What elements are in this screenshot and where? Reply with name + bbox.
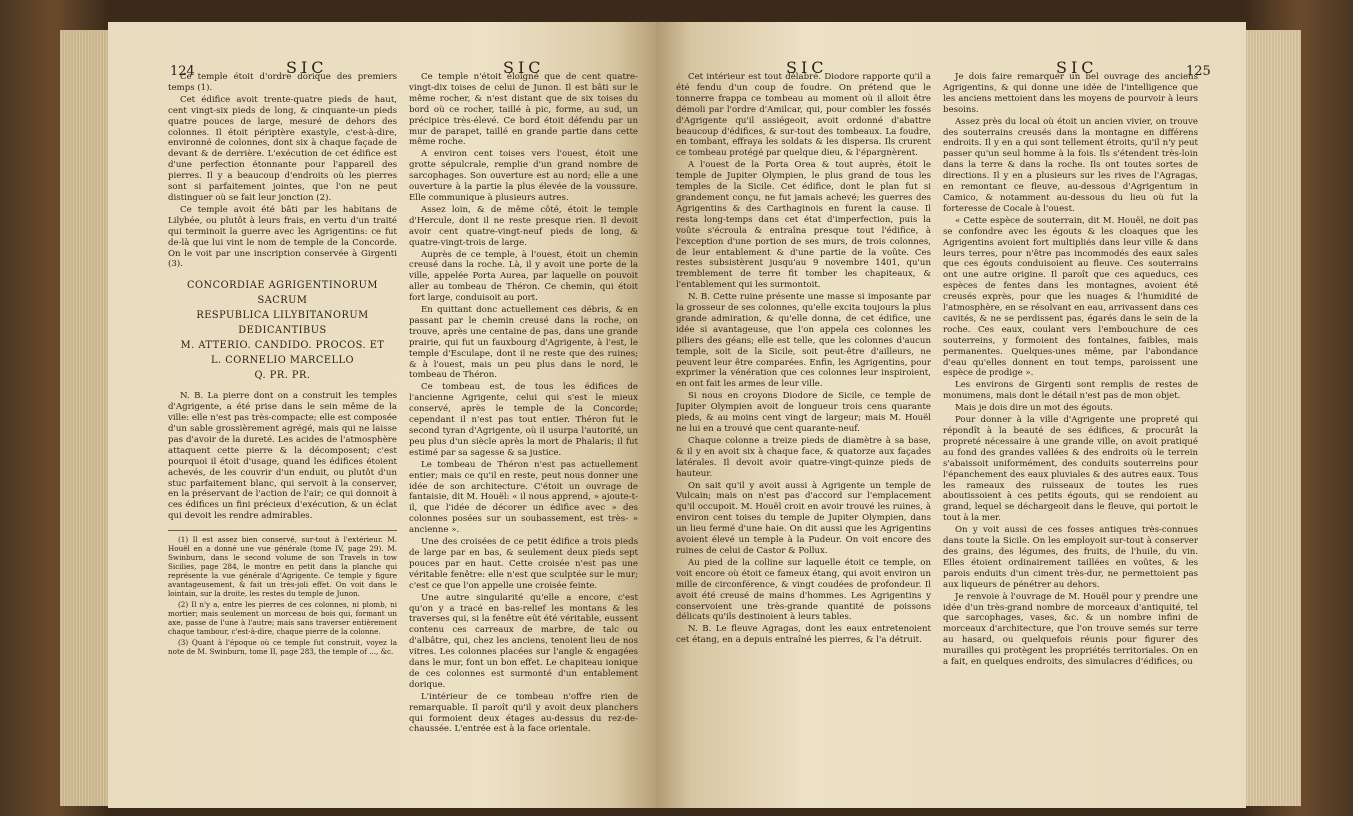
page-number-right: 125 <box>1186 64 1211 79</box>
inscription-line: DEDICANTIBUS <box>238 325 327 337</box>
left-column-2 <box>409 72 638 792</box>
inscription-line: RESPUBLICA LILYBITANORUM <box>196 310 369 322</box>
paragraph: Chaque colonne a treize pieds de diamètre à sa base, & il y en avoit six à chaque face, & quatorze aux façades latérales. Il devoit avoir quatre-vingt-quinze pieds de hauteur. <box>676 435 931 479</box>
running-head-right-2: SIC <box>1056 58 1098 77</box>
paragraph: Assez près du local où étoit un ancien vivier, on trouve des souterrains creusés dans la montagne en différens endroits. Il y en a qui sont tellement étroits, qu'il n'y peut passer qu'un seul homme à la fois. Ils s'étendent très-loin dans la terre & dans la roche. Ils ont toutes sortes de directions. Il y en a plusieurs sur les rives de l'Agragas, en remontant ce fleuve, au-dessous d'Agrigentum in Camico, & notamment au-dessous du lieu où fut la forteresse de Cocale à l'ouest. <box>943 116 1198 214</box>
paragraph: En quittant donc actuellement ces débris, & en passant par le chemin creusé dans la roche, on trouve, après une centaine de pas, dans une grande prairie, qui fut un fauxbourg d'Agrigente, à l'est, le temple d'Esculape, dont il ne reste que des ruines; & à l'ouest, mais un peu plus dans le nord, le tombeau de Théron. <box>409 305 638 381</box>
footnote: (1) Il est assez bien conservé, sur-tout à l'extérieur. M. Houël en a donné une vue générale (tome IV, page 29). M. Swinburn, dans le second volume de son Travels in tow Sicilies, page 284, le montre en petit dans la planche qui représente la vue générale d'Agrigente. Ce temple y figure avantageusement, & fait un très-joli effet. On voit dans le lointain, sur la droite, les restes du temple de Junon. <box>168 535 397 599</box>
paragraph: Si nous en croyons Diodore de Sicile, ce temple de Jupiter Olympien avoit de longueur trois cens quarante pieds, & au moins cent vingt de largeur; mais M. Houël ne lui en a trouvé que cent quarante-neuf. <box>676 391 931 434</box>
paragraph: Une des croisées de ce petit édifice a trois pieds de large par en bas, & seulement deux pieds sept pouces par en haut. Cette croisée n'est pas une véritable fenêtre: elle n'est que sculptée sur le mur; c'est ce que l'on appelle une croisée feinte. <box>409 537 638 591</box>
left-page-edges <box>60 30 108 806</box>
paragraph: On y voit aussi de ces fosses antiques très-connues dans toute la Sicile. On les employoit sur-tout à conserver des grains, des légumes, des fruits, de l'huile, du vin. Elles étoient ordinairement taillées en voûtes, & les parois enduits d'un ciment très-dur, ne permettoient pas aux liqueurs de pénétrer au dehors. <box>943 525 1198 590</box>
inscription-line: M. ATTERIO. CANDIDO. PROCOS. ET <box>180 340 385 352</box>
paragraph: Cet intérieur est tout délabré. Diodore rapporte qu'il a été fendu d'un coup de foudre. On prétend que le tonnerre frappa ce tombeau au moment où il alloit être démoli par l'ordre d'Amilcar, qui, pour combler les fossés d'Agrigente qu'il assiégeoit, avoit ordonné d'abattre beaucoup d'édifices, & sur-tout des tombeaux. La foudre, en tombant, effraya les soldats & les dispersa. Ils crurent ce tombeau protégé par quelque dieu, & l'épargnèrent. <box>676 72 931 159</box>
paragraph: « Cette espèce de souterrain, dit M. Houël, ne doit pas se confondre avec les égouts & les cloaques que les Agrigentins avoient fort multipliés dans leur ville & dans leurs terres, pour n'être pas incommodés des eaux sales que ces égouts conduisoient au fleuve. Ces souterrains ont une autre origine. Il paroît que ces aqueducs, ces espèces de fentes dans les montagnes, avoient été creusés exprès, pour que les nuages & l'humidité de l'atmosphère, en se résolvant en eau, arrivassent dans ces cavités, & ne se perdissent pas, égarés dans le sein de la roche. Ces eaux, coulant vers l'embouchure de ces souterreins, y formoient des fontaines, faibles, mais permanentes. Quelques-unes même, par l'abondance d'eau qu'elles donnent en tout temps, paroissent une espèce de prodige ». <box>943 215 1198 379</box>
running-head-left-2: SIC <box>503 58 545 77</box>
inscription-line: L. CORNELIO MARCELLO <box>210 355 355 367</box>
right-page <box>656 22 1246 808</box>
paragraph: Ce tombeau est, de tous les édifices de l'ancienne Agrigente, celui qui s'est le mieux conservé, après le temple de la Concorde; cependant il n'est pas tout entier. Théron fut le second tyran d'Agrigente, où il usurpa l'autorité, un peu plus d'un siècle après la mort de Phalaris; il fut estimé par sa sagesse & sa justice. <box>409 382 638 458</box>
inscription-line: SACRUM <box>257 295 308 307</box>
paragraph: Assez loin, & de même côté, étoit le temple d'Hercule, dont il ne reste presque rien. Il devoit avoir cent quatre-vingt-neuf pieds de long, & quatre-vingt-trois de large. <box>409 204 638 248</box>
paragraph: Pour donner à la ville d'Agrigente une propreté qui répondît à la beauté de ses édifices, & procurât la propreté nécessaire à une grande ville, on avoit pratiqué au fond des grandes vallées & des endroits où le terrein s'abaissoit uniformément, des conduits souterreins pour l'épanchement des eaux pluviales & des autres eaux. Tous les rameaux des ruisseaux de toutes les rues aboutissoient à ces petits égouts, qui se rendoient au grand, lequel se déchargeoit dans le fleuve, qui portoit le tout à la mer. <box>943 415 1198 524</box>
paragraph: Au pied de la colline sur laquelle étoit ce temple, on voit encore où étoit ce fameux étang, qui avoit environ un mille de circonférence, & vingt coudées de profondeur. Il avoit été creusé de mains d'hommes. Les Agrigentins y conservoient une très-grande quantité de poissons délicats qu'ils destinoient à leurs tables. <box>676 557 931 623</box>
footnote: (2) Il n'y a, entre les pierres de ces colonnes, ni plomb, ni mortier; mais seulement un morceau de bois qui, formant un axe, passe de l'une à l'autre; mais sans traverser entièrement chaque tambour, c'est-à-dire, chaque pierre de la colonne. <box>168 600 397 637</box>
running-head-left-1: SIC <box>286 58 328 77</box>
right-page-edges <box>1246 30 1301 806</box>
paragraph: Les environs de Girgenti sont remplis de restes de monumens, mais dont le détail n'est pas de mon objet. <box>943 380 1198 402</box>
inscription-line: CONCORDIAE AGRIGENTINORUM <box>187 280 378 292</box>
paragraph: Ce temple étoit d'ordre dorique des premiers temps (1). <box>168 72 397 93</box>
paragraph: On sait qu'il y avoit aussi à Agrigente un temple de Vulcain; mais on n'est pas d'accord sur l'emplacement qu'il occupoit. M. Houël croit en avoir trouvé les ruines, à environ cent toises du temple de Jupiter Olympien, dans un lieu fermé d'une haie. On dit aussi que les Agrigentins avoient élevé un temple à la Pudeur. On voit encore des ruines de celui de Castor & Pollux. <box>676 480 931 556</box>
page-number-left: 124 <box>170 64 195 79</box>
right-column-2 <box>943 72 1198 792</box>
paragraph: A l'ouest de la Porta Orea & tout auprès, étoit le temple de Jupiter Olympien, le plus grand de tous les temples de la Sicile. Cet édifice, dont le plan fut si grandement conçu, ne fut jamais achevé; les guerres des Agrigentins & des Carthaginois en furent la cause. Il resta long-temps dans cet état d'imperfection, puis la voûte s'écroula & entraîna presque tout l'édifice, à l'exception d'une portion de ses murs, de trois colonnes, de leur entablement & d'une partie de la voûte. Ces restes subsistèrent jusqu'au 9 novembre 1401, qu'un tremblement de terre fit tomber les chapiteaux, & l'entablement qui les surmontoit. <box>676 160 931 291</box>
paragraph: N. B. Cette ruine présente une masse si imposante par la grosseur de ses colonnes, qu'elle excita toujours la plus grande admiration, & qu'elle donna, de cet édifice, une idée si avantageuse, que l'on appela ces colonnes les piliers des géans; elle est telle, que les colonnes d'aucun temple, soit de la Sicile, soit peut-être d'ailleurs, ne peuvent leur être comparées. Enfin, les Agrigentins, pour exprimer la vénération que ces colonnes leur inspiroient, en ont fait les armes de leur ville. <box>676 292 931 390</box>
paragraph: Mais je dois dire un mot des égouts. <box>955 403 1113 414</box>
paragraph: Le tombeau de Théron n'est pas actuellement entier; mais ce qu'il en reste, peut nous donner une idée de son architecture. C'étoit un ouvrage de fantaisie, dit M. Houël: « il nous apprend, » ajoute-t-il, que l'idée de décorer un édifice avec » des colonnes posées sur un soubassement, est très- » ancienne ». <box>409 459 638 536</box>
paragraph: Auprès de ce temple, à l'ouest, étoit un chemin creusé dans la roche. Là, il y avoit une porte de la ville, appelée Porta Aurea, par laquelle on pouvoit aller au tombeau de Théron. Ce chemin, qui étoit fort large, conduisoit au port. <box>409 249 638 304</box>
paragraph: Je renvoie à l'ouvrage de M. Houël pour y prendre une idée d'un très-grand nombre de morceaux d'antiquité, tel que sarcophages, vases, &c. & un nombre infini de morceaux d'architecture, que l'on trouve semés sur terre au hasard, ou quelquefois réunis pour figurer des murailles qui protègent les propriétés territoriales. On en a fait, en quelques endroits, des simulacres d'édifices, ou <box>943 591 1198 668</box>
paragraph: N. B. La pierre dont on a construit les temples d'Agrigente, a été prise dans le sein même de la ville: elle n'est pas très-compacte; elle est composée d'un sable grossièrement agrégé, mais qui ne laisse pas d'avoir de la dureté. Les acides de l'atmosphère attaquent cette pierre & la décomposent; c'est pourquoi il étoit d'usage, quand les édifices étoient achevés, de les couvrir d'un enduit, ou plutôt d'un stuc parfaitement blanc, qui servoit à la conserver, en la préservant de l'action de l'air; ce qui donnoit à ces édifices un fini précieux d'exécution, & un éclat qui devoit les rendre admirables. <box>168 391 397 522</box>
running-head-right-1: SIC <box>786 58 828 77</box>
inscription-line: Q. PR. PR. <box>254 370 311 382</box>
latin-inscription <box>168 278 397 383</box>
right-column-1 <box>676 72 931 792</box>
left-column-1 <box>168 72 397 792</box>
paragraph: Ce temple avoit été bâti par les habitans de Lilybée, ou plutôt à leurs frais, en vertu d'un traité qui terminoit la guerre avec les Agrigentins: ce fut de-là que lui vint le nom de temple de la Concorde. On le voit par une inscription conservée à Girgenti (3). <box>168 204 397 270</box>
paragraph: N. B. Le fleuve Agragas, dont les eaux entretenoient cet étang, en a depuis entraîné les pierres, & l'a détruit. <box>676 624 931 646</box>
paragraph: L'intérieur de ce tombeau n'offre rien de remarquable. Il paroît qu'il y avoit deux planchers qui formoient deux étages au-dessus du rez-de-chaussée. L'entrée est à la face orientale. <box>409 691 638 735</box>
paragraph: Une autre singularité qu'elle a encore, c'est qu'on y a tracé en bas-relief les montans & les traverses qui, si la fenêtre eût été véritable, eussent contenu ces carreaux de marbre, de talc ou d'albâtre, qui, chez les anciens, tenoient lieu de nos vitres. Les colonnes placées sur l'angle & engagées dans le mur, font un bon effet. Le chapiteau ionique de ces colonnes est surmonté d'un entablement dorique. <box>409 592 638 690</box>
paragraph: Cet édifice avoit trente-quatre pieds de haut, cent vingt-six pieds de long, & cinquante-un pieds quatre pouces de large, mesuré de dehors des colonnes. Il étoit périptère exastyle, c'est-à-dire, environné de colonnes, dont six à chaque façade de devant & de derrière. L'exécution de cet édifice est d'une perfection étonnante pour l'appareil des pierres. Il y a beaucoup d'endroits où les pierres sont si parfaitement jointes, que l'on ne peut distinguer où se fait leur jonction (2). <box>168 94 397 203</box>
footnote: (3) Quant à l'époque où ce temple fut construit, voyez la note de M. Swinburn, tome II, page 283, the temple of ..., &c. <box>168 638 397 657</box>
footnotes <box>168 530 397 656</box>
paragraph: A environ cent toises vers l'ouest, étoit une grotte sépulcrale, remplie d'un grand nombre de sarcophages. Son ouverture est au nord; elle a une ouverture à la partie la plus élevée de la voussure. Elle communique à plusieurs autres. <box>409 149 638 203</box>
left-page <box>108 22 656 808</box>
paragraph: Je dois faire remarquer un bel ouvrage des anciens Agrigentins, & qui donne une idée de l'intelligence que les anciens mettoient dans les moyens de pourvoir à leurs besoins. <box>943 72 1198 115</box>
paragraph: Ce temple n'étoit éloigné que de cent quatre-vingt-dix toises de celui de Junon. Il est bâti sur le même rocher, & n'est distant que de six toises du bord où ce rocher, taillé à pic, forme, au sud, un précipice très-élevé. Ce bord étoit défendu par un mur de parapet, taillé en grande partie dans cette même roche. <box>409 72 638 148</box>
